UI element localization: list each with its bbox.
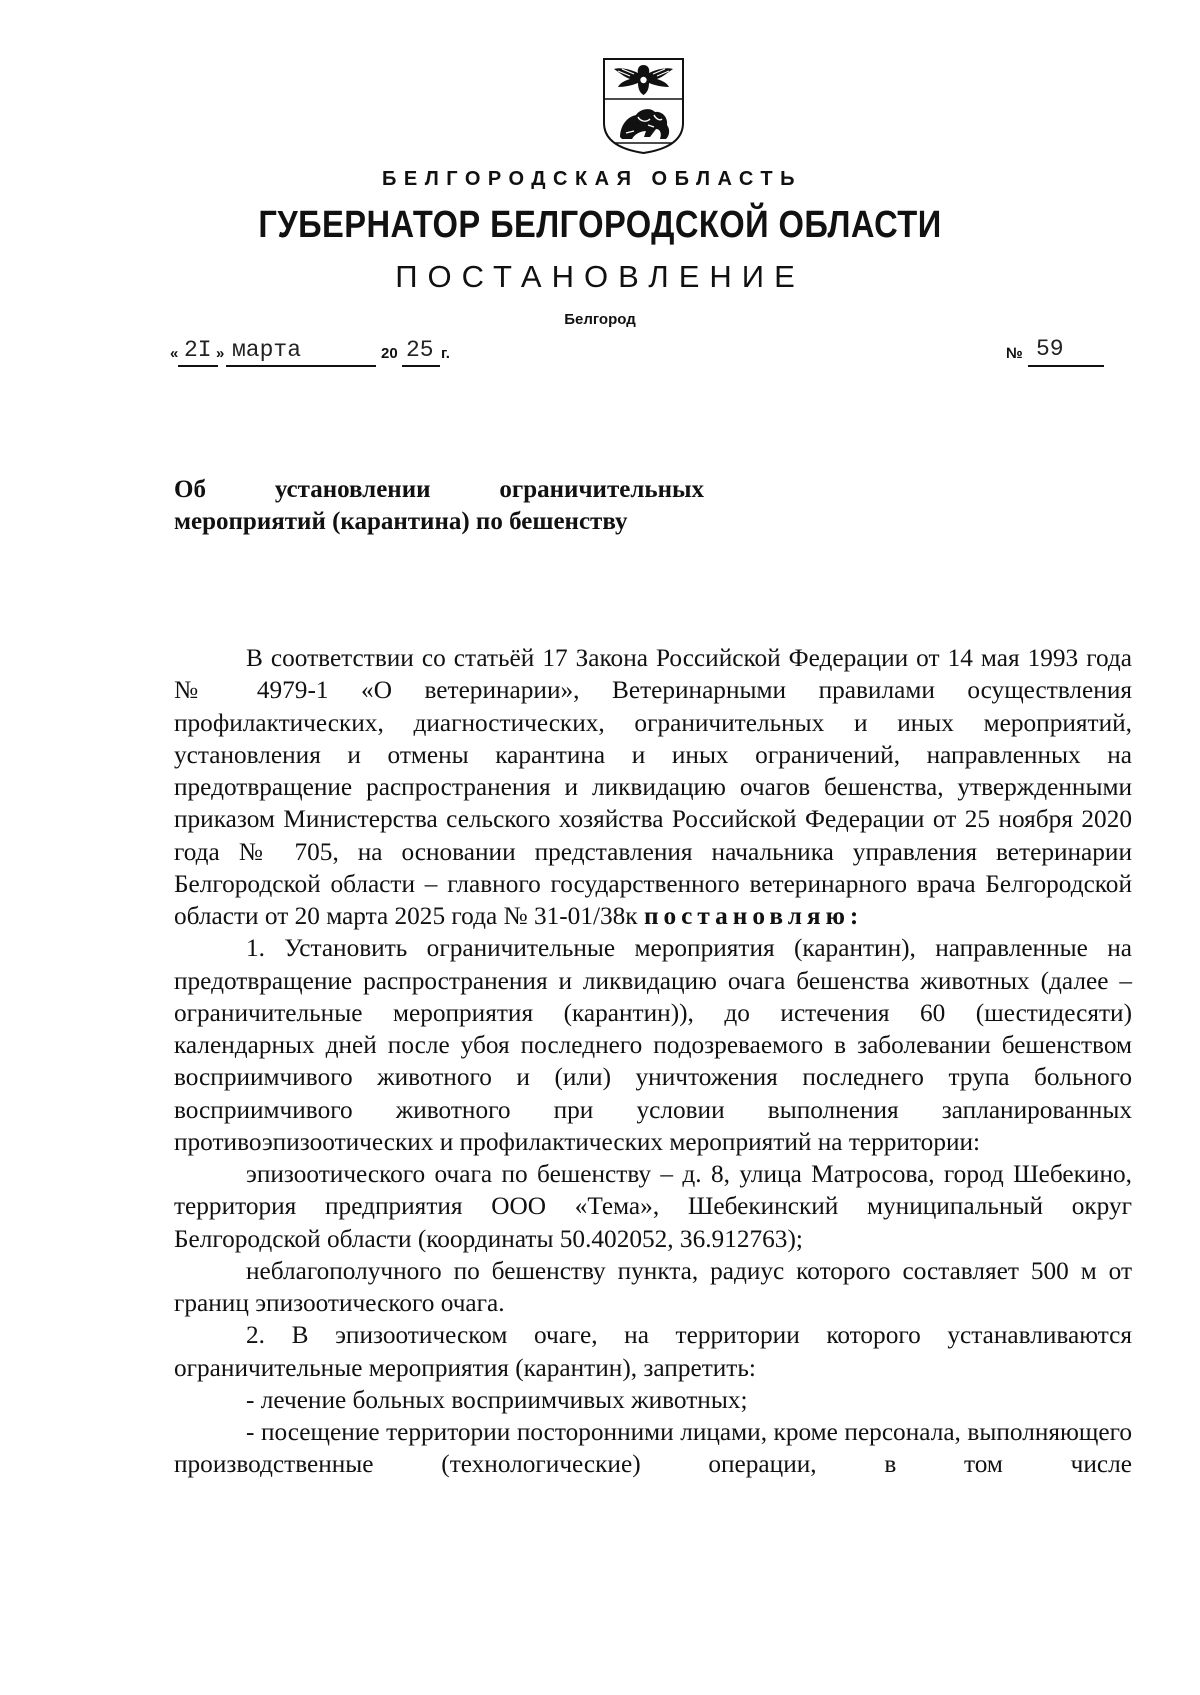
date-number-line — [170, 336, 1132, 369]
item-1-paragraph: 1. Установить ограничительные мероприятия (карантин), направленные на предотвращение распространения и ликвидацию очага бешенства животных (далее – ограничительные мероприятия (карантин)), до истечения 60 (шестидесяти) календарных дней после убоя последнего подозреваемого в заболевании бешенством восприимчивого животного и (или) уничтожения последнего трупа больного восприимчивого животного при условии выполнения запланированных противоэпизоотических и профилактических мероприятий на территории: — [174, 934, 1132, 1156]
open-quote: « — [170, 345, 179, 362]
title-word: установлении — [274, 476, 431, 503]
number-underline — [1028, 365, 1104, 367]
authority-heading: ГУБЕРНАТОР БЕЛГОРОДСКОЙ ОБЛАСТИ — [258, 204, 942, 246]
preamble-text: В соответствии со статьёй 17 Закона Российской Федерации от 14 мая 1993 года № 4979-1 «О ветеринарии», Ветеринарными правилами осуществления профилактических, диагностических, ограничительных и иных мероприятий, установления и отмены карантина и иных ограничений, направленных на предотвращение распространения и ликвидацию очагов бешенства, утвержденными приказом Министерства сельского хозяйства Российской Федерации от 25 ноября 2020 года № 705, на основании представления начальника управления ветеринарии Белгородской области – главного государственного ветеринарного врача Белгородской области от 20 марта 2025 года № 31-01/38к — [174, 644, 1132, 930]
item-2-b-paragraph: - посещение территории посторонними лицами, кроме персонала, выполняющего производственные (технологические) операции, в том числе — [174, 1418, 1132, 1479]
date-month: марта — [232, 337, 302, 363]
decree-word: постановляю: — [643, 902, 864, 930]
document-type-heading: ПОСТАНОВЛЕНИЕ — [395, 259, 805, 294]
region-heading: БЕЛГОРОДСКАЯ ОБЛАСТЬ — [382, 168, 802, 190]
preamble-paragraph — [174, 642, 1132, 932]
document-number: 59 — [1036, 336, 1064, 362]
year-underline — [402, 365, 440, 367]
month-underline — [226, 365, 376, 367]
coat-of-arms-icon — [600, 57, 687, 155]
title-word: Об — [174, 476, 206, 503]
date-day: 2I — [184, 337, 212, 363]
item-1-b-paragraph: неблагополучного по бешенству пункта, радиус которого составляет 500 м от границ эпизоотического очага. — [174, 1256, 1132, 1317]
year-prefix: 20 — [381, 345, 398, 362]
item-1-a-paragraph: эпизоотического очага по бешенству – д. 8, улица Матросова, город Шебекино, территория предприятия ООО «Тема», Шебекинский муниципальный округ Белгородской области (координаты 50.402052, 36.912763); — [174, 1160, 1132, 1253]
title-line-2: мероприятий (карантина) по бешенству — [174, 508, 628, 535]
day-underline — [178, 365, 218, 367]
document-body — [174, 642, 1132, 1481]
title-word: ограничительных — [499, 476, 704, 503]
year-suffix: 25 — [406, 337, 434, 363]
item-2-paragraph: 2. В эпизоотическом очаге, на территории которого устанавливаются ограничительные мероприятия (карантин), запретить: — [174, 1321, 1132, 1382]
year-mark: г. — [441, 345, 450, 362]
city-label: Белгород — [564, 311, 636, 328]
item-2-a-paragraph: - лечение больных восприимчивых животных; — [246, 1385, 748, 1414]
title-line-1 — [174, 474, 704, 506]
close-quote: » — [216, 345, 225, 362]
number-label: № — [1006, 345, 1023, 362]
document-title — [174, 474, 704, 538]
